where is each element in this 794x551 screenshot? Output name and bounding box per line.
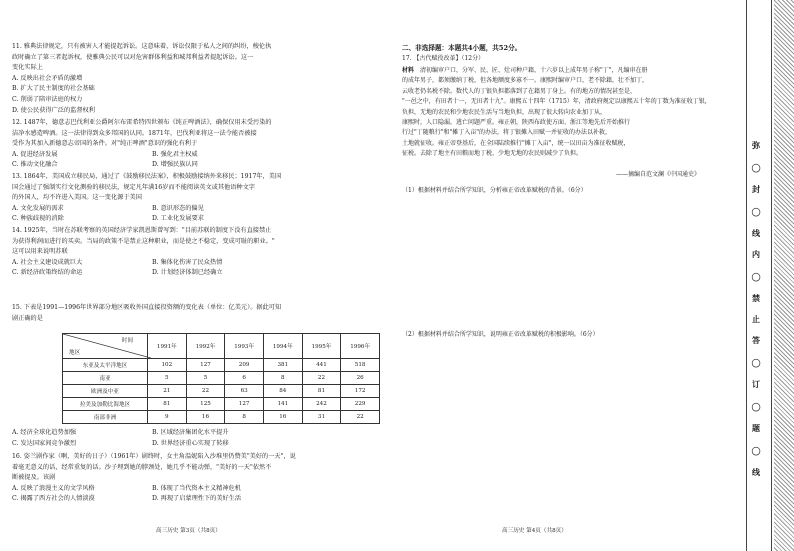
question-15 (12, 303, 281, 324)
q13-line: 的外国人，均不许进入美国。这一变化源于美国 (12, 194, 142, 202)
strip-char: 题 (752, 423, 760, 433)
table-header-year: 1996年 (341, 334, 380, 359)
q14-option-b: B. 集体化伤害了民众热情 (152, 258, 223, 266)
q12-line: 12. 1487年，德意志巴伐利亚公爵阿尔布雷希特四世颁布《纯正啤酒法》，确保仅用未受污染的 (12, 119, 272, 126)
q12-option-a: A. 促进经济发展 (12, 150, 58, 158)
q13-line: 国会通过了强制实行文化测验的移民法，规定凡年满16岁而不能阅读英文或其他语种文字 (12, 183, 255, 191)
table-header-year: 1991年 (148, 334, 187, 359)
question-11 (12, 42, 271, 116)
question-12 (12, 118, 292, 171)
strip-char: 封 (752, 184, 760, 194)
table-header-row (63, 334, 380, 359)
q12-option-c: C. 推动文化融合 (12, 161, 58, 169)
strip-circle: ○ (751, 205, 761, 218)
q16-option-b: B. 体现了当代资本主义精神危机 (152, 484, 241, 492)
material-line: "一邑之中，有田者十一，无田者十九"。康熙五十四年（1715）年，清政府规定以康熙五十年的丁数为准征收丁银， (402, 98, 711, 106)
sub-question-2: （2）根据材料并结合所学知识，说明雍正帝改革赋税的积极影响。（6分） (402, 331, 599, 338)
q14-line: 14. 1925年，当时在苏联考察的英国经济学家凯恩斯曾写到："目前苏联的制度下没有直接禁止 (12, 227, 272, 234)
q15-option-d: D. 世界经济重心实现了转移 (152, 439, 229, 447)
q16-option-a: A. 反映了浪漫主义的文学风格 (12, 484, 95, 492)
q12-option-b: B. 强化君主权威 (152, 150, 198, 158)
table-header-year: 1992年 (186, 334, 225, 359)
investment-table (62, 333, 380, 424)
table-cell-region: 南亚 (63, 372, 148, 385)
table-cell: 381 (263, 359, 302, 372)
table-header-year: 1993年 (225, 334, 264, 359)
table-cell: 5 (186, 372, 225, 385)
table-cell: 102 (148, 359, 187, 372)
q11-option-c: C. 削弱了陪审法庭的权力 (12, 95, 83, 103)
q13-option-c: C. 种族歧视的消除 (12, 215, 64, 223)
strip-char: 线 (752, 228, 760, 238)
strip-circle: ○ (751, 400, 761, 413)
exam-page-4 (380, 0, 794, 551)
table-cell: 21 (148, 385, 187, 398)
q13-line: 13. 1864年，美国成立移民局，通过了《鼓励移民法案》，积极鼓励接纳外来移民；1917年，美国 (12, 173, 282, 180)
strip-line (746, 0, 747, 551)
table-cell: 81 (148, 398, 187, 411)
material-line: 行过"丁随粮行"和"摊丁入亩"的办法，将丁银摊入田赋一并征收的办法以补救， (402, 129, 612, 137)
q11-option-a: A. 反映出社会矛盾的激增 (12, 74, 83, 82)
table-row (63, 359, 380, 372)
question-17-header: 17. 【古代赋役改革】（12分） (402, 55, 485, 62)
table-cell: 125 (186, 398, 225, 411)
strip-circle: ○ (751, 161, 761, 174)
q14-option-d: D. 计划经济体制已经确立 (152, 269, 223, 277)
sub-question-1: （1）根据材料并结合所学知识，分析雍正帝改革赋税的背景。（6分） (402, 187, 587, 194)
q13-option-d: D. 工业化发展要求 (152, 215, 204, 223)
q16-line: 着毫无意义的话，经常重复的话。沙子埋到她的脖颈处，她几乎不能动弹，"美好的一天"依然不 (12, 463, 272, 471)
table-cell: 8 (225, 411, 264, 424)
table-cell: 81 (302, 385, 341, 398)
strip-hatch (774, 0, 794, 551)
table-cell: 16 (186, 411, 225, 424)
table-row (63, 411, 380, 424)
table-cell: 6 (225, 372, 264, 385)
table-row (63, 398, 380, 411)
material-line: 康熙时，人口隐漏，逃亡问题严重。雍正朝，陕西布政使方面、浙江等地先后开始推行 (402, 119, 631, 127)
binding-warning (750, 135, 762, 483)
table-cell: 9 (148, 411, 187, 424)
page-footer-right: 高三历史 第4页（共8页） (502, 528, 567, 534)
material-block (402, 66, 732, 160)
table-cell: 26 (341, 372, 380, 385)
q15-line: 15. 下表是1991—1996年世界部分地区吸收外国直接投资额的变化表（单位：亿美元）。据此可知 (12, 304, 282, 311)
table-cell: 127 (186, 359, 225, 372)
question-14 (12, 226, 292, 279)
material-line: 征税。去除了地主有田粮而地丁税，少地无地的农民则减少了负担。 (402, 150, 583, 158)
material-line: 的成年男子，都须缴纳丁税，但各地额度多寡不一。康熙时编审户口，老不除籍，壮不加丁， (402, 77, 649, 85)
table-cell: 242 (302, 398, 341, 411)
q16-option-d: D. 再现了启蒙理性下的美好生活 (152, 495, 242, 503)
table-cell: 229 (341, 398, 380, 411)
table-row (63, 385, 380, 398)
table-cell-region: 东亚及太平洋地区 (63, 359, 148, 372)
q13-option-a: A. 文化发展的需求 (12, 204, 64, 212)
q11-line: 11. 雅典法律规定，只有被害人才能提起诉讼。这意味着，诉讼仅限于私人之间的纠纷，梭伦执 (12, 43, 272, 50)
q14-line: 为获得利润而进行的买卖。当局的政策不是禁止这种职业，而是使之不稳定，变成可耻的职业。" (12, 237, 275, 245)
q16-line: 断被提及。该剧 (12, 474, 56, 482)
q14-line: 这可以用来说明苏联 (12, 248, 68, 256)
table-cell: 127 (225, 398, 264, 411)
q13-option-b: B. 意识形态的偏见 (152, 204, 204, 212)
table-cell: 441 (302, 359, 341, 372)
table-cell: 22 (186, 385, 225, 398)
strip-char: 止 (752, 314, 760, 324)
table-cell: 31 (302, 411, 341, 424)
question-16 (12, 452, 296, 505)
q11-option-b: B. 扩大了民主制度的社会基础 (12, 85, 95, 93)
table-cell: 22 (302, 372, 341, 385)
table-cell: 172 (341, 385, 380, 398)
table-header-year: 1995年 (302, 334, 341, 359)
table-cell-region: 欧洲及中亚 (63, 385, 148, 398)
q14-option-c: C. 新经济政策终结的命运 (12, 269, 83, 277)
binding-strip (744, 0, 794, 551)
table-corner-cell (63, 334, 148, 359)
table-cell: 22 (341, 411, 380, 424)
corner-label-region: 地区 (69, 350, 81, 356)
material-line: 清初编审户口，分军、民、匠、灶司种户籍，十六岁以上成年男子称"丁"，凡编审在册 (420, 67, 648, 74)
strip-char: 答 (752, 335, 760, 345)
q11-line: 政时确立了第三者起诉权，使雅典公民可以对危害群体利益和城邦利益者提起诉讼。这一 (12, 53, 254, 61)
table-cell: 84 (263, 385, 302, 398)
table-cell: 63 (225, 385, 264, 398)
q16-line: 16. 姿兰剧作家（啊，美好的日子）（1961年）剧终时，女主角温妮陷入沙堆里仍赞美"美好的一天"，说 (12, 453, 296, 460)
table-row (63, 372, 380, 385)
q12-line: 受作为其加入新德意志帝国的条件。对"纯正啤酒"意识的强化有利于 (12, 140, 198, 148)
table-cell: 5 (148, 372, 187, 385)
strip-char: 弥 (752, 140, 760, 150)
strip-line (771, 0, 772, 551)
q14-option-a: A. 社会主义建设成就巨大 (12, 258, 83, 266)
table-cell-region: 南部非洲 (63, 411, 148, 424)
q15-option-a: A. 经济全球化趋势加强 (12, 429, 77, 436)
strip-circle: ○ (751, 356, 761, 369)
strip-circle: ○ (751, 444, 761, 457)
table-cell: 141 (263, 398, 302, 411)
section-title: 二、非选择题：本题共4小题，共52分。 (402, 44, 522, 52)
strip-char: 线 (752, 467, 760, 477)
strip-circle: ○ (751, 270, 761, 283)
material-source: ——摘编自范文澜《中国通史》 (616, 171, 701, 178)
strip-char: 禁 (752, 293, 760, 303)
q15-line: 剧正确的是 (12, 314, 43, 322)
corner-label-time: 时间 (121, 338, 133, 344)
q12-option-d: D. 增强民族认同 (152, 161, 198, 169)
question-13 (12, 172, 292, 225)
strip-char: 内 (752, 249, 760, 259)
strip-char: 订 (752, 379, 760, 389)
q16-option-c: C. 揭露了西方社会的人情淡漠 (12, 495, 95, 503)
material-line: 土地就征收。雍正帝登基后，在全国陆续推行"摊丁入亩"，统一以田亩为准征收赋税， (402, 139, 630, 147)
page-footer-left: 高三历史 第3页（共8页） (156, 528, 221, 534)
question-15-options (12, 428, 292, 449)
table-cell: 8 (263, 372, 302, 385)
exam-page-3 (0, 0, 380, 551)
q15-option-b: B. 区域经济集团化水平提升 (152, 429, 229, 436)
table-cell: 16 (263, 411, 302, 424)
material-label: 材料 (402, 67, 415, 74)
material-line: 负担，无地的农民和少地农民生活与当地负担，出现了很大转向农业加丁从， (402, 108, 607, 116)
q11-line: 变化实际上 (12, 64, 43, 72)
q15-option-c: C. 发达国家间竞争激烈 (12, 439, 77, 447)
q12-line: 洁净水感造啤酒。这一法律得到众多邦国的认同。1871年，巴伐利亚将这一法令能否被接 (12, 129, 257, 137)
table-cell: 209 (225, 359, 264, 372)
material-line: 云收老仍名税不除。数代人的丁银负担都落到了在籍男丁身上。有的地方的情况甚至是， (402, 87, 637, 95)
table-cell-region: 拉美及加勒比海地区 (63, 398, 148, 411)
table-header-year: 1994年 (263, 334, 302, 359)
table-cell: 518 (341, 359, 380, 372)
q11-option-d: D. 使公民获得广泛的监督权利 (12, 106, 95, 114)
